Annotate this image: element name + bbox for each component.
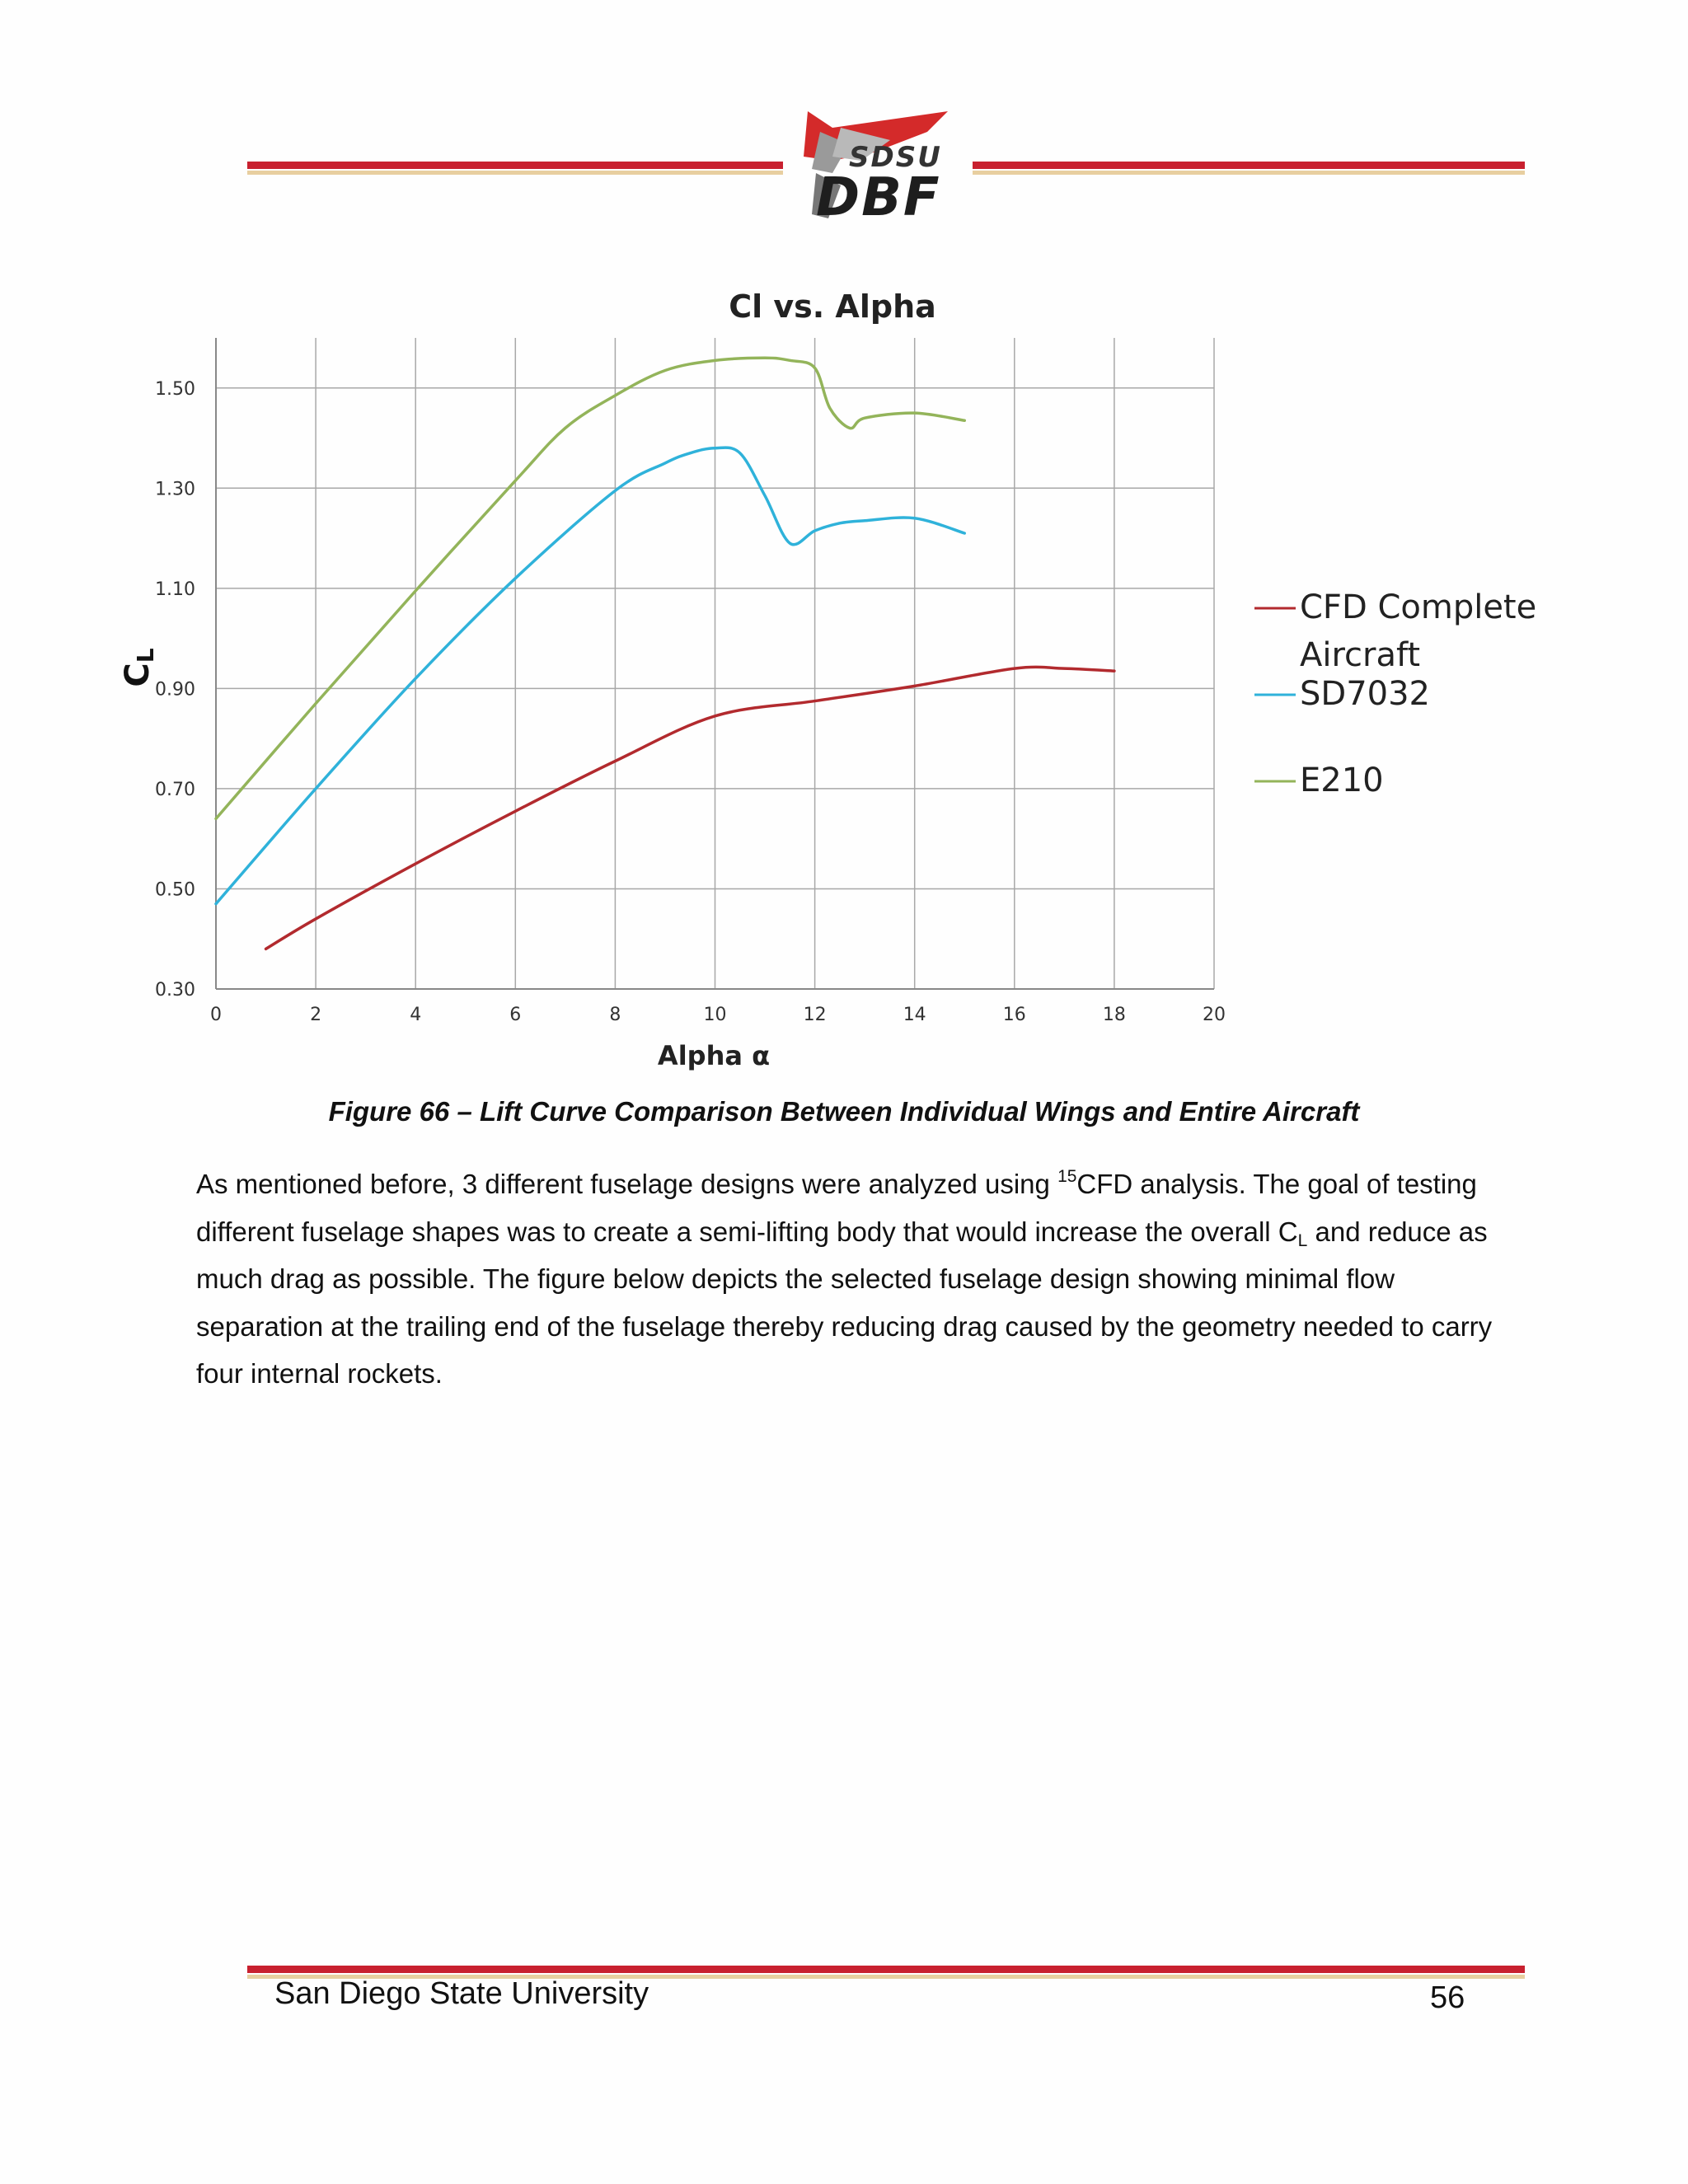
legend-label-sd7032: SD7032 (1300, 675, 1430, 713)
y-axis-label: CL (119, 648, 159, 687)
y-tick-label: 1.30 (155, 479, 195, 500)
legend-label-cfd-line2: Aircraft (1300, 636, 1421, 674)
subscript-l: L (1297, 1230, 1308, 1250)
y-tick-labels (155, 379, 195, 1001)
series-line-1 (216, 448, 964, 904)
x-axis-label: Alpha α (657, 1040, 771, 1071)
sdsu-dbf-logo (783, 95, 973, 235)
paragraph (196, 1160, 1515, 1398)
para-text-2: CFD analysis. The goal of testing different fuselage shapes was to create a semi-lifting body that would increase the overall C (196, 1169, 1477, 1247)
y-tick-label: 1.10 (155, 579, 195, 600)
logo-text-dbf: DBF (816, 167, 941, 228)
chart-legend (1254, 588, 1536, 799)
page-number: 56 (1430, 1980, 1465, 2015)
logo-text-sdsu: SDSU (849, 141, 942, 174)
legend-label-e210: E210 (1300, 762, 1384, 799)
para-text-1: As mentioned before, 3 different fuselage designs were analyzed using (196, 1169, 1058, 1199)
x-tick-label: 18 (1102, 1005, 1126, 1025)
footnote-ref: 15 (1057, 1167, 1077, 1186)
x-tick-label: 12 (803, 1005, 827, 1025)
y-tick-label: 0.50 (155, 879, 195, 901)
y-tick-label: 0.90 (155, 679, 195, 701)
cl-vs-alpha-chart (115, 272, 1550, 1080)
x-tick-label: 6 (509, 1005, 522, 1025)
chart-title: Cl vs. Alpha (729, 288, 936, 325)
body-paragraph (196, 1160, 1515, 1398)
chart-series (216, 358, 1114, 949)
y-tick-label: 0.30 (155, 980, 195, 1001)
x-tick-label: 0 (210, 1005, 222, 1025)
x-tick-label: 16 (1002, 1005, 1026, 1025)
footer-university: San Diego State University (274, 1976, 649, 2011)
y-tick-label: 1.50 (155, 378, 195, 400)
x-tick-label: 10 (703, 1005, 727, 1025)
x-tick-label: 8 (609, 1005, 621, 1025)
series-line-0 (266, 667, 1114, 949)
footer-rule-red (247, 1966, 1525, 1973)
x-tick-labels (210, 1005, 1226, 1025)
x-tick-label: 4 (410, 1005, 422, 1025)
x-tick-label: 14 (903, 1005, 926, 1025)
y-tick-label: 0.70 (155, 779, 195, 800)
x-tick-label: 20 (1203, 1005, 1226, 1025)
x-tick-label: 2 (310, 1005, 322, 1025)
figure-caption: Figure 66 – Lift Curve Comparison Between Individual Wings and Entire Aircraft (328, 1096, 1360, 1127)
legend-label-cfd-line1: CFD Complete (1300, 588, 1537, 626)
para-text-3: and reduce as much drag as possible. The figure below depicts the selected fuselage design showing minimal flow separation at the trailing end of the fuselage thereby reducing drag caused by the geometry needed to carry four internal rockets. (196, 1216, 1493, 1389)
